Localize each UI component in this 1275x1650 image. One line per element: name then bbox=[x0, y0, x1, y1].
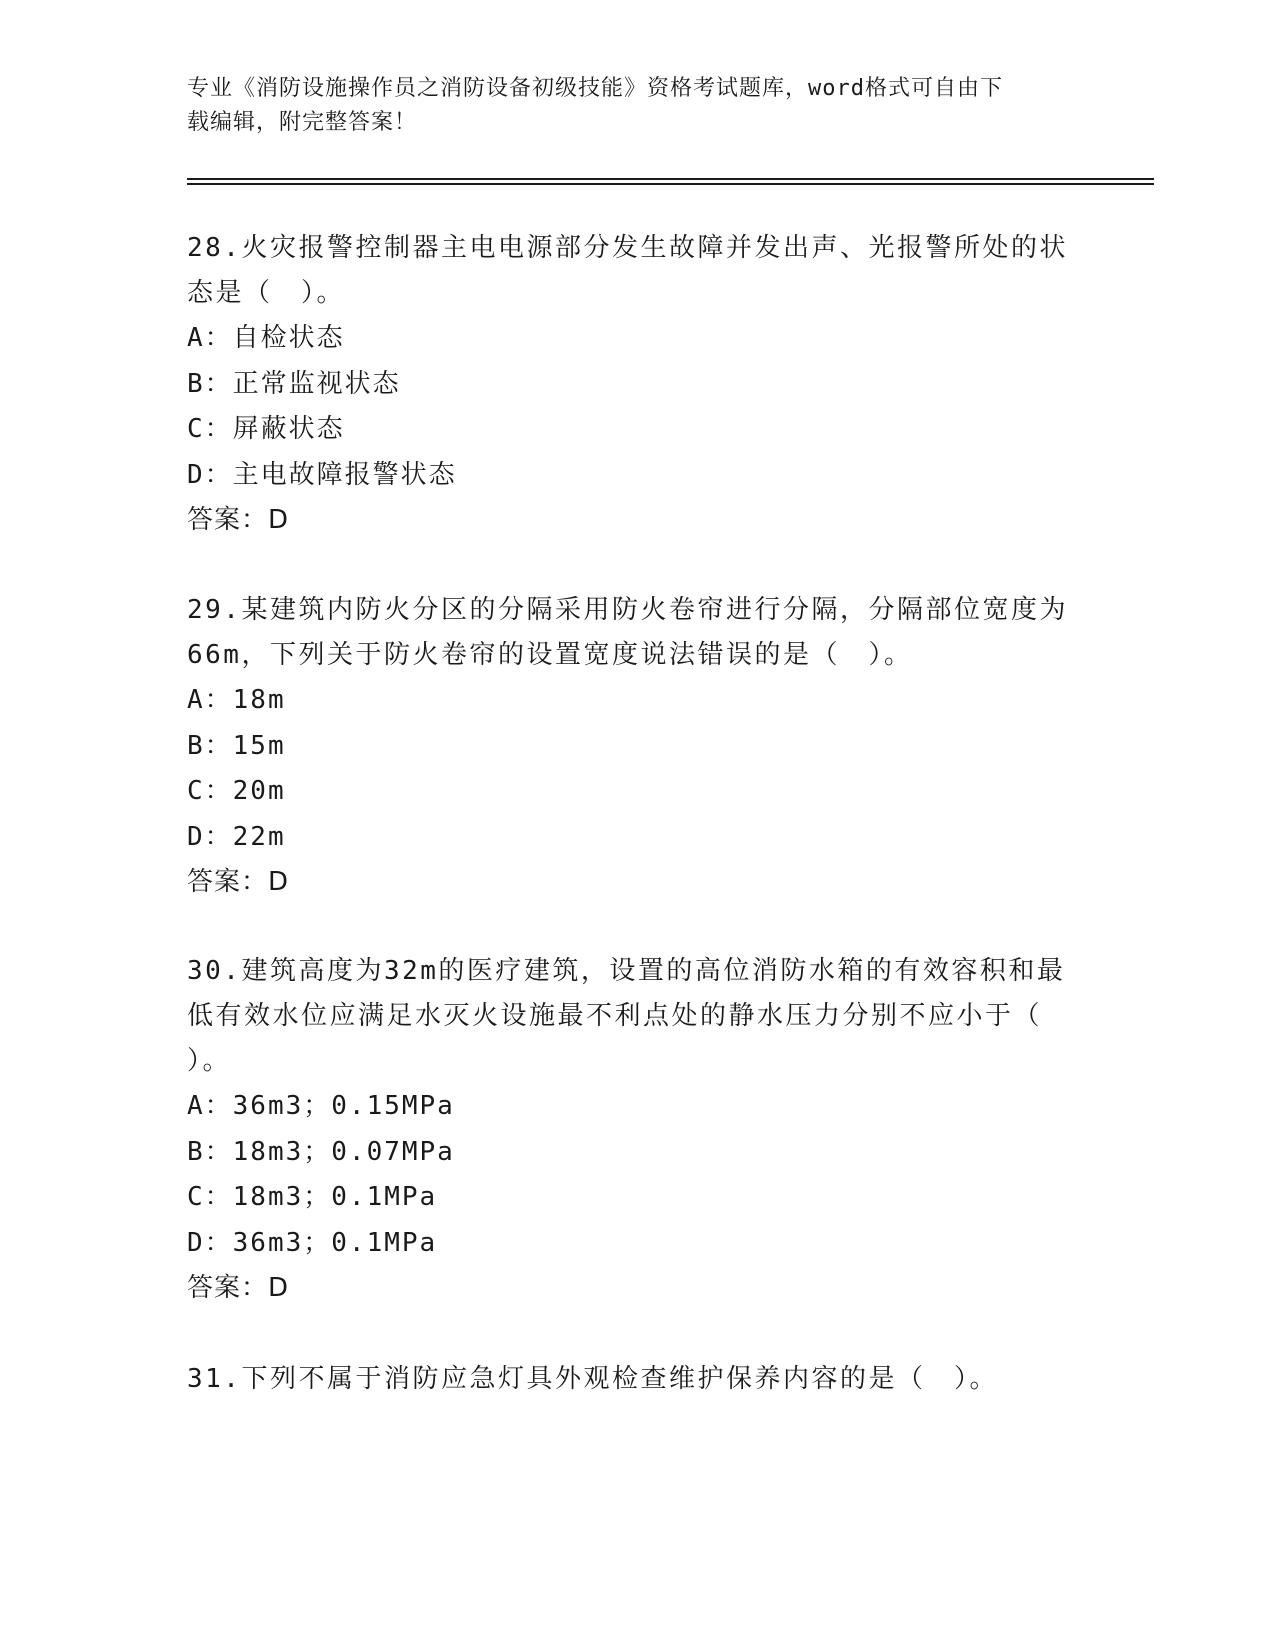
question-stem-line: 66m，下列关于防火卷帘的设置宽度说法错误的是（ ）。 bbox=[187, 640, 913, 670]
header-line-2: 载编辑，附完整答案！ bbox=[187, 110, 418, 135]
question-stem-line: 29.某建筑内防火分区的分隔采用防火卷帘进行分隔，分隔部位宽度为 bbox=[187, 595, 1068, 625]
question-stem-line: 低有效水位应满足水灭火设施最不利点处的静水压力分别不应小于（ bbox=[187, 1001, 1043, 1031]
question-30 bbox=[187, 949, 1087, 1311]
header-divider-bottom bbox=[187, 183, 1154, 185]
header-divider-top bbox=[187, 178, 1154, 180]
option-d: D：主电故障报警状态 bbox=[187, 459, 457, 490]
option-c: C：屏蔽状态 bbox=[187, 414, 345, 444]
question-stem-line: 30.建筑高度为32m的医疗建筑，设置的高位消防水箱的有效容积和最 bbox=[187, 956, 1066, 986]
question-29 bbox=[187, 588, 1087, 905]
option-b: B：正常监视状态 bbox=[187, 368, 401, 399]
option-d: D：36m3；0.1MPa bbox=[187, 1227, 438, 1258]
question-31 bbox=[187, 1357, 1087, 1402]
question-stem-line: 28.火灾报警控制器主电电源部分发生故障并发出声、光报警所处的状 bbox=[187, 233, 1068, 263]
option-a: A：18m bbox=[187, 685, 286, 715]
option-c: C：20m bbox=[187, 776, 286, 806]
answer: 答案：D bbox=[187, 867, 290, 897]
option-b: B：15m bbox=[187, 730, 286, 761]
answer: 答案：D bbox=[187, 505, 290, 535]
header-line-1: 专业《消防设施操作员之消防设备初级技能》资格考试题库，word格式可自由下 bbox=[187, 76, 1003, 101]
option-a: A：自检状态 bbox=[187, 323, 345, 353]
document-header bbox=[187, 72, 1067, 140]
question-stem-line: ）。 bbox=[187, 1046, 232, 1076]
answer: 答案：D bbox=[187, 1273, 290, 1303]
question-28 bbox=[187, 226, 1087, 543]
option-b: B：18m3；0.07MPa bbox=[187, 1136, 455, 1167]
question-stem-line: 31.下列不属于消防应急灯具外观检查维护保养内容的是（ ）。 bbox=[187, 1364, 998, 1394]
option-d: D：22m bbox=[187, 821, 286, 852]
option-a: A：36m3；0.15MPa bbox=[187, 1091, 455, 1121]
option-c: C：18m3；0.1MPa bbox=[187, 1182, 438, 1212]
question-stem-line: 态是（ ）。 bbox=[187, 278, 346, 308]
